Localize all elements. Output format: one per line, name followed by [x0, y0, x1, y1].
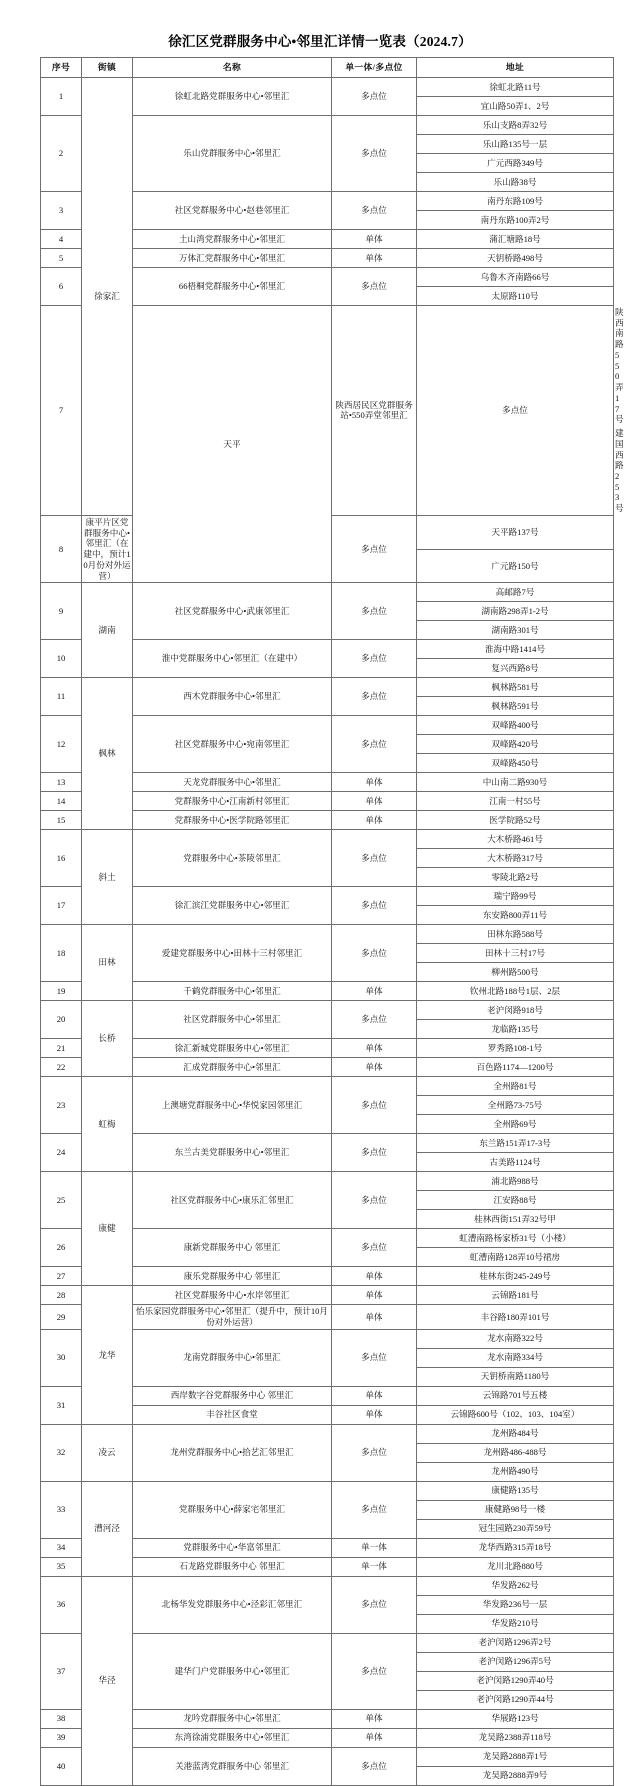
cell-address: 全州路73-75号: [417, 1096, 614, 1115]
cell-name: 万体汇党群服务中心•邻里汇: [133, 249, 332, 268]
cell-name: 康乐党群服务中心 邻里汇: [133, 1267, 332, 1286]
cell-index: 1: [41, 78, 82, 116]
table-row: [41, 1172, 614, 1191]
table-header: [41, 58, 614, 78]
cell-type: 多点位: [332, 116, 417, 192]
cell-index: 13: [41, 773, 82, 792]
cell-address: 瑞宁路99号: [417, 887, 614, 906]
cell-type: 单体: [332, 1039, 417, 1058]
cell-type: 单体: [332, 1728, 417, 1747]
cell-index: 31: [41, 1386, 82, 1424]
cell-name: 西木党群服务中心•邻里汇: [133, 678, 332, 716]
cell-name: 陕西居民区党群服务站•550弄堂邻里汇: [332, 306, 417, 516]
cell-address: 老沪闵路1296弄2号: [417, 1633, 614, 1652]
cell-type: 多点位: [332, 583, 417, 640]
cell-index: 4: [41, 230, 82, 249]
cell-index: 5: [41, 249, 82, 268]
cell-street: 枫林: [82, 678, 133, 830]
cell-name: 社区党群服务中心•邻里汇: [133, 1001, 332, 1039]
cell-index: 22: [41, 1058, 82, 1077]
cell-index: 21: [41, 1039, 82, 1058]
cell-address: 龙州路484号: [417, 1424, 614, 1443]
table-row: [41, 1576, 614, 1595]
cell-address: 双峰路450号: [417, 754, 614, 773]
cell-index: 23: [41, 1077, 82, 1134]
cell-street: 田林: [82, 925, 133, 1001]
cell-name: 关港蓝湾党群服务中心 邻里汇: [133, 1747, 332, 1785]
cell-address: 华展路123号: [417, 1709, 614, 1728]
cell-address: 蒲汇塘路18号: [417, 230, 614, 249]
cell-address: 老沪闵路1290弄40号: [417, 1671, 614, 1690]
cell-index: 14: [41, 792, 82, 811]
cell-type: 多点位: [332, 1481, 417, 1538]
cell-name: 康平片区党群服务中心•邻里汇（在建中，预计10月份对外运营）: [82, 515, 133, 582]
cell-address: 湖南路301号: [417, 621, 614, 640]
cell-name: 淮中党群服务中心•邻里汇（在建中）: [133, 640, 332, 678]
page-title: 徐汇区党群服务中心•邻里汇详情一览表（2024.7）: [168, 34, 472, 49]
cell-index: 19: [41, 982, 82, 1001]
cell-index: 33: [41, 1481, 82, 1538]
cell-address: 大木桥路461号: [417, 830, 614, 849]
cell-address: 康健路98号一楼: [417, 1500, 614, 1519]
cell-address: 龙州路486-488号: [417, 1443, 614, 1462]
cell-type: 单体: [332, 1386, 417, 1405]
cell-address: 云锦路701号五楼: [417, 1386, 614, 1405]
table-row: [41, 925, 614, 944]
cell-address: 枫林路591号: [417, 697, 614, 716]
cell-name: 社区党群服务中心•康乐汇邻里汇: [133, 1172, 332, 1229]
cell-type: 多点位: [417, 306, 614, 516]
cell-type: 单体: [332, 1405, 417, 1424]
table-header-row: [41, 58, 614, 78]
cell-address: 虹漕南路128弄10号裙房: [417, 1248, 614, 1267]
cell-type: 单体: [332, 1286, 417, 1305]
cell-index: 6: [41, 268, 82, 306]
cell-address: 龙川北路880号: [417, 1557, 614, 1576]
cell-type: 多点位: [332, 1329, 417, 1386]
cell-index: 15: [41, 811, 82, 830]
cell-name: 徐汇滨江党群服务中心•邻里汇: [133, 887, 332, 925]
column-header-street: 街镇: [82, 58, 133, 78]
cell-type: 单体: [332, 982, 417, 1001]
cell-name: 北杨华发党群服务中心•泾彩汇邻里汇: [133, 1576, 332, 1633]
cell-index: 12: [41, 716, 82, 773]
cell-type: 多点位: [332, 678, 417, 716]
cell-name: 党群服务中心•薛家宅邻里汇: [133, 1481, 332, 1538]
cell-name: 乐山党群服务中心•邻里汇: [133, 116, 332, 192]
cell-index: 26: [41, 1229, 82, 1267]
cell-address: 淮海中路1414号: [417, 640, 614, 659]
cell-name: 丰谷社区食堂: [133, 1405, 332, 1424]
cell-type: 多点位: [332, 1747, 417, 1785]
cell-address: 康健路135号: [417, 1481, 614, 1500]
cell-name: 徐虹北路党群服务中心•邻里汇: [133, 78, 332, 116]
cell-address: 南丹东路100弄2号: [417, 211, 614, 230]
cell-type: 多点位: [332, 1172, 417, 1229]
cell-address: 罗秀路108-1号: [417, 1039, 614, 1058]
cell-address: 南丹东路109号: [417, 192, 614, 211]
cell-index: 8: [41, 515, 82, 582]
cell-name: 党群服务中心•江南新村邻里汇: [133, 792, 332, 811]
cell-street: 徐家汇: [82, 78, 133, 516]
cell-index: 25: [41, 1172, 82, 1229]
cell-type: 多点位: [332, 1229, 417, 1267]
cell-address: 龙水南路334号: [417, 1348, 614, 1367]
cell-address: 老沪闵路1296弄5号: [417, 1652, 614, 1671]
cell-index: 3: [41, 192, 82, 230]
cell-index: 18: [41, 925, 82, 982]
cell-address: 龙吴路2888弄9号: [417, 1766, 614, 1785]
cell-index: 30: [41, 1329, 82, 1386]
cell-name: 怡乐家园党群服务中心•邻里汇（提升中，预计10月份对外运营）: [133, 1305, 332, 1329]
cell-type: 多点位: [332, 1424, 417, 1481]
cell-address: 零陵北路2号: [417, 868, 614, 887]
cell-address: 天钥桥路498号: [417, 249, 614, 268]
table-row: [41, 1286, 614, 1305]
table-row: [41, 678, 614, 697]
cell-type: 多点位: [332, 192, 417, 230]
cell-type: 单体: [332, 811, 417, 830]
cell-street: 华泾: [82, 1576, 133, 1785]
cell-address: 云锦路181号: [417, 1286, 614, 1305]
cell-type: 多点位: [332, 640, 417, 678]
cell-address: 桂林东街245-249号: [417, 1267, 614, 1286]
cell-name: 66梧桐党群服务中心•邻里汇: [133, 268, 332, 306]
cell-address: 乐山路38号: [417, 173, 614, 192]
cell-index: 36: [41, 1576, 82, 1633]
cell-type: 多点位: [332, 1001, 417, 1039]
cell-address: 龙吴路2888弄1号: [417, 1747, 614, 1766]
table-row: [41, 583, 614, 602]
cell-address: 宜山路50弄1、2号: [417, 97, 614, 116]
column-header-index: 序号: [41, 58, 82, 78]
cell-address: 徐虹北路11号: [417, 78, 614, 97]
cell-index: 39: [41, 1728, 82, 1747]
table-row: [41, 1077, 614, 1096]
cell-address: 桂林西街151弄32号甲: [417, 1210, 614, 1229]
cell-type: 多点位: [332, 515, 417, 582]
cell-index: 40: [41, 1747, 82, 1785]
cell-type: 单体: [332, 1267, 417, 1286]
cell-address: 复兴西路8号: [417, 659, 614, 678]
cell-address: 浦北路988号: [417, 1172, 614, 1191]
cell-name: 西岸数字谷党群服务中心 邻里汇: [133, 1386, 332, 1405]
cell-street: 龙华: [82, 1286, 133, 1424]
cell-type: 单体: [332, 1305, 417, 1329]
cell-address: 中山南二路930号: [417, 773, 614, 792]
cell-index: 10: [41, 640, 82, 678]
cell-street: 漕河泾: [82, 1481, 133, 1576]
table-row: [41, 1001, 614, 1020]
cell-street: 康健: [82, 1172, 133, 1286]
cell-address: 华发路210号: [417, 1614, 614, 1633]
cell-address: 全州路81号: [417, 1077, 614, 1096]
cell-index: 9: [41, 583, 82, 640]
cell-address: 田林东路588号: [417, 925, 614, 944]
table-container: [0, 57, 640, 1786]
cell-name: 爱建党群服务中心•田林十三村邻里汇: [133, 925, 332, 982]
cell-index: 28: [41, 1286, 82, 1305]
cell-type: 多点位: [332, 1134, 417, 1172]
cell-name: 社区党群服务中心•宛南邻里汇: [133, 716, 332, 773]
cell-type: 多点位: [332, 887, 417, 925]
cell-address: 江南一村55号: [417, 792, 614, 811]
cell-address: 云锦路600号（102、103、104室）: [417, 1405, 614, 1424]
cell-address: 高邮路7号: [417, 583, 614, 602]
cell-name: 徐汇新城党群服务中心•邻里汇: [133, 1039, 332, 1058]
cell-type: 多点位: [332, 1633, 417, 1709]
cell-address: 双峰路420号: [417, 735, 614, 754]
cell-address: 龙州路490号: [417, 1462, 614, 1481]
cell-type: 多点位: [332, 1576, 417, 1633]
cell-street: 虹梅: [82, 1077, 133, 1172]
cell-name: 上澳塘党群服务中心•华悦家园邻里汇: [133, 1077, 332, 1134]
column-header-name: 名称: [133, 58, 332, 78]
cell-address: 钦州北路188号1层、2层: [417, 982, 614, 1001]
cell-type: 单体: [332, 1058, 417, 1077]
cell-index: 20: [41, 1001, 82, 1039]
cell-address: 天钥桥南路1180号: [417, 1367, 614, 1386]
cell-street: 湖南: [82, 583, 133, 678]
cell-address: 田林十三村17号: [417, 944, 614, 963]
cell-name: 建华门户党群服务中心•邻里汇: [133, 1633, 332, 1709]
cell-name: 康新党群服务中心 邻里汇: [133, 1229, 332, 1267]
cell-name: 天龙党群服务中心•邻里汇: [133, 773, 332, 792]
cell-type: 多点位: [332, 78, 417, 116]
cell-address: 广元路150号: [417, 549, 614, 583]
cell-name: 龙州党群服务中心•拾艺汇邻里汇: [133, 1424, 332, 1481]
cell-address: 老沪闵路1290弄44号: [417, 1690, 614, 1709]
cell-type: 单体: [332, 230, 417, 249]
table-row: 建国西路253号: [615, 428, 624, 514]
cell-name: 党群服务中心•华富邻里汇: [133, 1538, 332, 1557]
cell-address: 湖南路298弄1-2号: [417, 602, 614, 621]
cell-address: 古美路1124号: [417, 1153, 614, 1172]
cell-address: 乐山路135号一层: [417, 135, 614, 154]
table-body: [41, 78, 624, 1786]
cell-name: 千鹤党群服务中心•邻里汇: [133, 982, 332, 1001]
cell-index: 32: [41, 1424, 82, 1481]
cell-type: 单体: [332, 792, 417, 811]
cell-index: 37: [41, 1633, 82, 1709]
cell-name: 龙吟党群服务中心•邻里汇: [133, 1709, 332, 1728]
cell-type: 多点位: [332, 716, 417, 773]
table-row: 7 天平 陕西居民区党群服务站•550弄堂邻里汇 多点位 陕西南路550弄17号: [41, 306, 614, 427]
cell-index: 7: [41, 306, 82, 516]
cell-type: 单一体: [332, 1538, 417, 1557]
cell-address: 医学院路52号: [417, 811, 614, 830]
cell-type: 多点位: [332, 830, 417, 887]
table-row: [41, 830, 614, 849]
cell-address: 大木桥路317号: [417, 849, 614, 868]
cell-address: 龙吴路2388弄118号: [417, 1728, 614, 1747]
cell-name: 党群服务中心•茶陵邻里汇: [133, 830, 332, 887]
cell-name: 东湾徐浦党群服务中心•邻里汇: [133, 1728, 332, 1747]
cell-type: 单一体: [332, 1557, 417, 1576]
cell-index: 35: [41, 1557, 82, 1576]
cell-address: 冠生园路230弄59号: [417, 1519, 614, 1538]
cell-address: 全州路69号: [417, 1115, 614, 1134]
table-row: [41, 1481, 614, 1500]
cell-address: 柳州路500号: [417, 963, 614, 982]
cell-name: 党群服务中心•医学院路邻里汇: [133, 811, 332, 830]
cell-address: 虹漕南路杨家桥31号（小楼）: [417, 1229, 614, 1248]
cell-index: 11: [41, 678, 82, 716]
cell-type: 多点位: [332, 925, 417, 982]
cell-index: 29: [41, 1305, 82, 1329]
cell-address: 老沪闵路918号: [417, 1001, 614, 1020]
cell-address: 龙水南路322号: [417, 1329, 614, 1348]
cell-type: 多点位: [332, 1077, 417, 1134]
cell-address: 太原路110号: [417, 287, 614, 306]
cell-address: 东安路800弄11号: [417, 906, 614, 925]
cell-address: 双峰路400号: [417, 716, 614, 735]
cell-index: 24: [41, 1134, 82, 1172]
cell-name: 汇成党群服务中心•邻里汇: [133, 1058, 332, 1077]
table-row: [41, 78, 614, 97]
cell-address: 龙华西路315弄18号: [417, 1538, 614, 1557]
cell-address: 江安路88号: [417, 1191, 614, 1210]
cell-index: 16: [41, 830, 82, 887]
cell-index: 27: [41, 1267, 82, 1286]
cell-name: 东兰古美党群服务中心•邻里汇: [133, 1134, 332, 1172]
cell-type: 多点位: [332, 268, 417, 306]
cell-street: 斜土: [82, 830, 133, 925]
cell-index: 2: [41, 116, 82, 192]
cell-address: 百色路1174—1200号: [417, 1058, 614, 1077]
cell-name: 社区党群服务中心•水岸邻里汇: [133, 1286, 332, 1305]
cell-address: 华发路236号一层: [417, 1595, 614, 1614]
cell-name: 土山湾党群服务中心•邻里汇: [133, 230, 332, 249]
cell-name: 石龙路党群服务中心 邻里汇: [133, 1557, 332, 1576]
cell-type: 单体: [332, 1709, 417, 1728]
cell-index: 34: [41, 1538, 82, 1557]
cell-address: 丰谷路180弄101号: [417, 1305, 614, 1329]
column-header-address: 地址: [417, 58, 614, 78]
cell-address: 天平路137号: [417, 515, 614, 549]
cell-address: 东兰路151弄17-3号: [417, 1134, 614, 1153]
cell-address: 枫林路581号: [417, 678, 614, 697]
cell-street: 长桥: [82, 1001, 133, 1077]
cell-street: 天平: [133, 306, 332, 583]
column-header-type: 单一体/多点位: [332, 58, 417, 78]
cell-name: 龙南党群服务中心•邻里汇: [133, 1329, 332, 1386]
cell-name: 社区党群服务中心•赵巷邻里汇: [133, 192, 332, 230]
cell-address: 华发路262号: [417, 1576, 614, 1595]
cell-address: 龙临路135号: [417, 1020, 614, 1039]
cell-address: 广元西路349号: [417, 154, 614, 173]
cell-name: 社区党群服务中心•武康邻里汇: [133, 583, 332, 640]
cell-index: 38: [41, 1709, 82, 1728]
cell-address: 乐山支路8弄32号: [417, 116, 614, 135]
cell-index: 17: [41, 887, 82, 925]
table-row: [41, 1424, 614, 1443]
cell-address: 乌鲁木齐南路66号: [417, 268, 614, 287]
cell-type: 单体: [332, 249, 417, 268]
cell-type: 单体: [332, 773, 417, 792]
cell-street: 凌云: [82, 1424, 133, 1481]
service-center-table: [40, 57, 624, 1786]
